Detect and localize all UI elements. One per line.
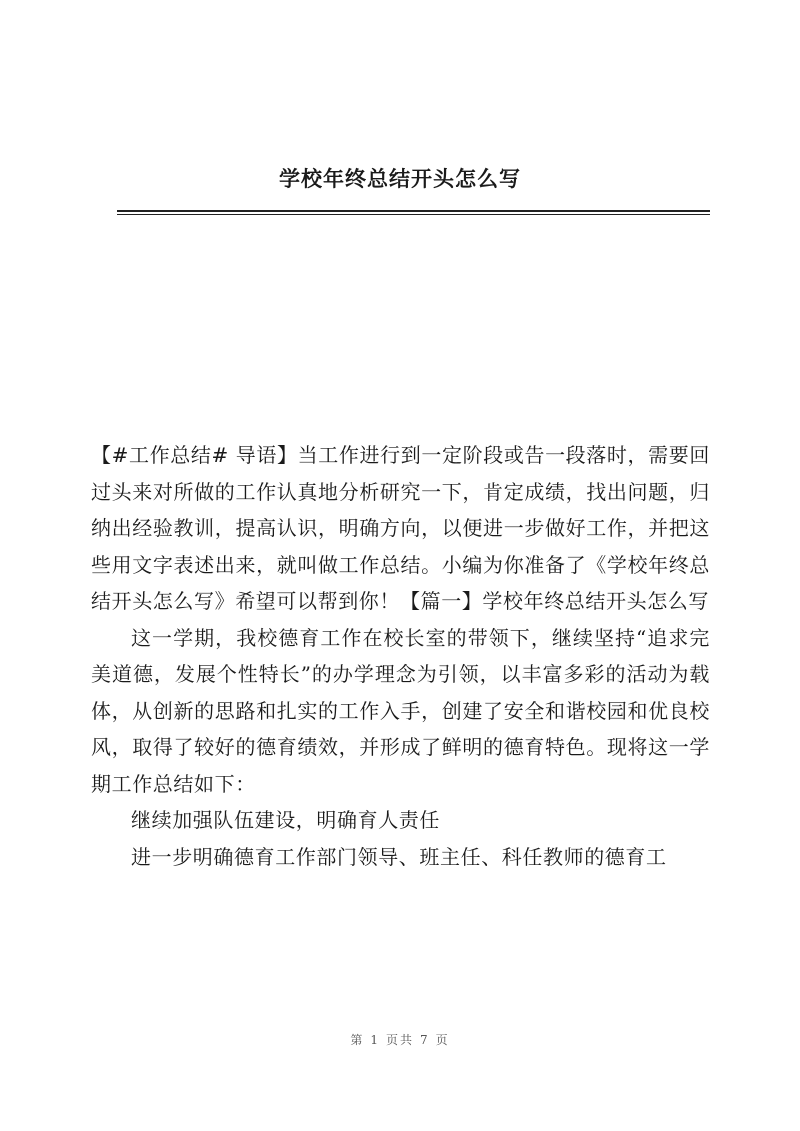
document-title: 学校年终总结开头怎么写 xyxy=(279,166,521,191)
page-footer xyxy=(0,1031,800,1048)
footer-middle: 页共 xyxy=(385,1033,414,1047)
body-paragraph: 这一学期，我校德育工作在校长室的带领下，继续坚持“追求完美道德，发展个性特长”的办学理念为引领，以丰富多彩的活动为载体，从创新的思路和扎实的工作入手，创建了安全和谐校园和优良校风，取得了较好的德育绩效，并形成了鲜明的德育特色。现将这一学期工作总结如下： xyxy=(91,625,710,796)
footer-page-total: 7 xyxy=(420,1033,430,1047)
body-paragraph: 进一步明确德育工作部门领导、班主任、科任教师的德育工 xyxy=(131,844,667,869)
footer-prefix: 第 xyxy=(350,1033,365,1047)
title-rule-thick xyxy=(117,210,710,212)
footer-suffix: 页 xyxy=(435,1033,450,1047)
footer-page-number: 1 xyxy=(370,1033,380,1047)
section-heading: 继续加强队伍建设，明确育人责任 xyxy=(131,808,440,832)
intro-paragraph: 【#工作总结# 导语】当工作进行到一定阶段或告一段落时，需要回过头来对所做的工作认真地分析研究一下，肯定成绩，找出问题，归纳出经验教训，提高认识，明确方向，以便进一步做好工作，并把这些用文字表述出来，就叫做工作总结。小编为你准备了《学校年终总结开头怎么写》希望可以帮到你！【篇一】学校年终总结开头怎么写 xyxy=(91,443,710,613)
title-rule-thin xyxy=(117,214,710,215)
document-body xyxy=(91,437,710,875)
